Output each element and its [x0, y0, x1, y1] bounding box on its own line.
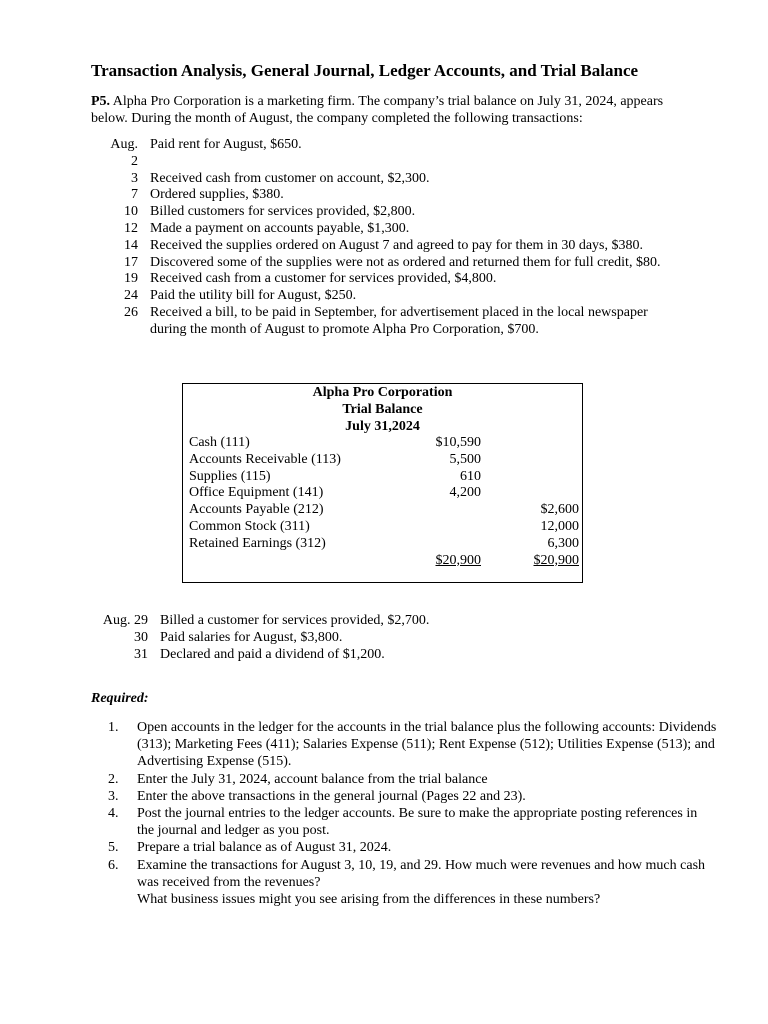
- problem-label: P5.: [91, 94, 111, 109]
- transaction-text: Received the supplies ordered on August 7 and agreed to pay for them in 30 days, $380.: [150, 237, 643, 253]
- transaction-item: [100, 187, 670, 204]
- item-number: 1.: [108, 720, 119, 735]
- item-text: Prepare a trial balance as of August 31, 2024.: [137, 840, 392, 856]
- table-row: [189, 535, 579, 552]
- item-number: 5.: [108, 840, 119, 856]
- transaction-date: 3: [131, 170, 138, 186]
- transaction-item: [100, 288, 670, 305]
- trial-balance-date: July 31,2024: [345, 419, 420, 434]
- transaction-date: 7: [131, 187, 138, 203]
- transaction-date: 30: [134, 629, 148, 645]
- trial-balance-heading: Trial Balance: [342, 402, 423, 417]
- credit-amount: $2,600: [540, 502, 579, 518]
- problem-text: Alpha Pro Corporation is a marketing firm. The company’s trial balance on July 31, 2024, appears below. During the month of August, the company completed the following transactions:: [91, 94, 664, 126]
- item-number: 2.: [108, 771, 119, 787]
- table-row: [189, 468, 579, 485]
- total-credit: $20,900: [533, 552, 579, 568]
- item-number: 4.: [108, 806, 119, 822]
- item-number: 3.: [108, 788, 119, 804]
- item-text: Open accounts in the ledger for the accounts in the trial balance plus the following accounts: Dividends (313); Marketing Fees (411); Salaries Expense (511); Rent Expense (512); Utilities Expense (513); and Advertising Expense (515).: [137, 720, 717, 770]
- transaction-item: [100, 204, 670, 221]
- list-item: [108, 805, 718, 839]
- transaction-item: [100, 238, 670, 255]
- table-row: [189, 451, 579, 468]
- list-item: [108, 839, 718, 856]
- transaction-date: 31: [134, 646, 148, 662]
- transaction-date: 26: [124, 304, 138, 320]
- transaction-date: Aug. 29: [102, 613, 148, 628]
- trial-balance-table: [182, 383, 583, 583]
- credit-amount: 12,000: [540, 518, 579, 534]
- transaction-item: [100, 171, 670, 188]
- item-text: Enter the July 31, 2024, account balance from the trial balance: [137, 771, 488, 787]
- transaction-text: Paid salaries for August, $3,800.: [160, 629, 343, 645]
- transaction-date: 10: [124, 204, 138, 220]
- account-name: Retained Earnings (312): [189, 535, 326, 551]
- debit-amount: 5,500: [449, 451, 481, 467]
- list-item: [108, 788, 718, 805]
- transaction-item: [100, 255, 670, 272]
- transaction-date: 17: [124, 254, 138, 270]
- transaction-item: [100, 221, 670, 238]
- transaction-text: Discovered some of the supplies were not as ordered and returned them for full credit, $80.: [150, 254, 661, 270]
- transaction-item: [100, 305, 670, 339]
- total-debit: $20,900: [435, 552, 481, 568]
- item-text: Examine the transactions for August 3, 10, 19, and 29. How much were revenues and how much cash was received from the revenues?: [137, 857, 706, 890]
- transaction-text: Made a payment on accounts payable, $1,300.: [150, 220, 410, 236]
- list-item: [108, 771, 718, 788]
- transaction-date: 19: [124, 271, 138, 287]
- transaction-text: Paid the utility bill for August, $250.: [150, 288, 357, 304]
- account-name: Accounts Receivable (113): [189, 451, 341, 467]
- list-item: [108, 719, 718, 771]
- transaction-text: Received cash from a customer for services provided, $4,800.: [150, 271, 497, 287]
- totals-row: [189, 552, 579, 569]
- transaction-text: Received a bill, to be paid in September, for advertisement placed in the local newspaper during the month of August to promote Alpha Pro Corporation, $700.: [150, 304, 648, 337]
- table-row: [189, 501, 579, 518]
- item-text: Enter the above transactions in the general journal (Pages 22 and 23).: [137, 788, 526, 804]
- item-number: 6.: [108, 857, 119, 873]
- transaction-date: Aug. 2: [110, 137, 138, 169]
- transaction-item: [100, 630, 680, 647]
- problem-intro: [91, 93, 701, 127]
- transaction-item: [100, 271, 670, 288]
- debit-amount: $10,590: [435, 435, 481, 450]
- transaction-text: Paid rent for August, $650.: [150, 137, 302, 152]
- transaction-text: Declared and paid a dividend of $1,200.: [160, 646, 385, 662]
- transaction-text: Billed a customer for services provided, $2,700.: [160, 613, 430, 628]
- account-name: Supplies (115): [189, 468, 271, 484]
- trial-balance-company: Alpha Pro Corporation: [312, 385, 453, 400]
- debit-amount: 610: [460, 468, 481, 484]
- list-item: [108, 857, 718, 909]
- account-name: Common Stock (311): [189, 518, 310, 534]
- transactions-list-august-early: [100, 137, 670, 339]
- transaction-item: [100, 137, 670, 171]
- table-row: [189, 484, 579, 501]
- trial-balance-rows: [189, 434, 579, 568]
- transaction-text: Billed customers for services provided, $2,800.: [150, 204, 416, 220]
- account-name: Cash (111): [189, 435, 250, 450]
- transaction-date: 24: [124, 288, 138, 304]
- transaction-text: Ordered supplies, $380.: [150, 187, 284, 203]
- transaction-date: 12: [124, 220, 138, 236]
- transaction-date: 14: [124, 237, 138, 253]
- item-text-extra: What business issues might you see arising from the differences in these numbers?: [137, 892, 601, 908]
- transaction-text: Received cash from customer on account, $2,300.: [150, 170, 430, 186]
- account-name: Accounts Payable (212): [189, 502, 324, 518]
- debit-amount: 4,200: [449, 485, 481, 501]
- page-title: Transaction Analysis, General Journal, Ledger Accounts, and Trial Balance: [91, 61, 639, 80]
- transaction-item: [100, 647, 680, 664]
- account-name: Office Equipment (141): [189, 485, 324, 501]
- credit-amount: 6,300: [547, 535, 579, 551]
- item-text-block: [137, 857, 717, 909]
- table-row: [189, 434, 579, 451]
- table-row: [189, 518, 579, 535]
- item-text: Post the journal entries to the ledger accounts. Be sure to make the appropriate posting references in the journal and ledger as you post.: [137, 806, 698, 839]
- required-heading: Required:: [91, 691, 149, 706]
- required-list: [108, 719, 718, 908]
- transactions-list-august-late: [100, 613, 680, 663]
- transaction-item: [100, 613, 680, 630]
